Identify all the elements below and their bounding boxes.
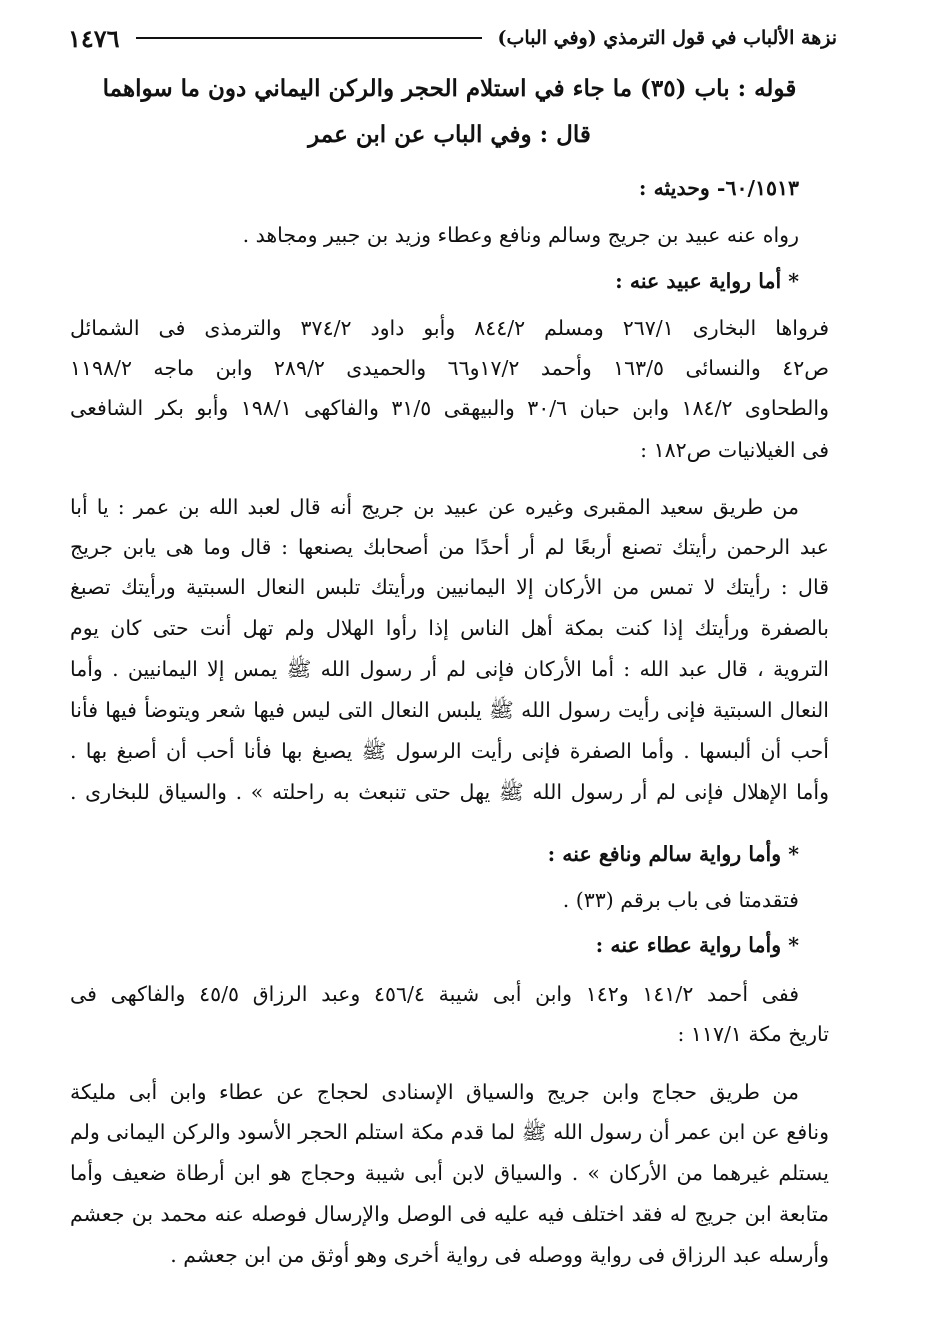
page-number: ١٤٧٦ <box>68 23 120 53</box>
text-line: النعال السبتية فإنى رأيت رسول الله ﷺ يلبس النعال التى ليس فيها شعر ويتوضأ فيها فأنا <box>70 698 829 722</box>
chapter-heading: قوله : باب (٣٥) ما جاء في استلام الحجر والركن اليماني دون ما سواهما <box>102 75 797 102</box>
text-line: رواه عنه عبيد بن جريج وسالم ونافع وعطاء وزيد بن جبير ومجاهد . <box>242 223 799 247</box>
text-line: التروية ، قال عبد الله : أما الأركان فإنى لم أر رسول الله ﷺ يمس إلا اليمانيين . وأما <box>70 657 829 681</box>
text-line: وأما الإهلال فإنى لم أر رسول الله ﷺ يهل حتى تنبعث به راحلته » . والسياق للبخارى . <box>70 780 829 804</box>
text-line: والطحاوى ١٨٤/٢ وابن حبان ٣٠/٦ والبيهقى ٣١/٥ والفاكهى ١٩٨/١ وأبو بكر الشافعى <box>70 396 829 420</box>
section-heading: * أما رواية عبيد عنه : <box>615 269 799 293</box>
text-line: ففى أحمد ١٤١/٢ و١٤٢ وابن أبى شيبة ٤٥٦/٤ وعبد الرزاق ٤٥/٥ والفاكهى فى <box>70 982 799 1006</box>
text-line: من طريق سعيد المقبرى وغيره عن عبيد بن جريج أنه قال لعبد الله بن عمر : يا أبا <box>70 495 799 519</box>
text-line: من طريق حجاج وابن جريج والسياق الإسنادى لحجاج عن عطاء وابن أبى مليكة <box>70 1080 799 1104</box>
header-rule <box>136 37 482 39</box>
text-line: أحب أن ألبسها . وأما الصفرة فإنى رأيت الرسول ﷺ يصبغ بها فأنا أحب أن أصبغ بها . <box>70 739 829 763</box>
text-line: ونافع عن ابن عمر أن رسول الله ﷺ لما قدم مكة استلم الحجر الأسود والركن اليمانى ولم <box>70 1120 829 1144</box>
text-line: وأرسله عبد الرزاق فى رواية ووصله فى رواية أخرى وهو أوثق من ابن جعشم . <box>170 1243 829 1267</box>
text-line: فرواها البخارى ٢٦٧/١ ومسلم ٨٤٤/٢ وأبو داود ٣٧٤/٢ والترمذى فى الشمائل <box>70 316 829 340</box>
chapter-subheading: قال : وفي الباب عن ابن عمر <box>308 121 591 148</box>
text-line: عبد الرحمن رأيتك تصنع أربعًا لم أر أحدًا من أصحابك يصنعها : قال وما هى يابن جريج <box>70 535 829 559</box>
text-line: تاريخ مكة ١١٧/١ : <box>677 1022 829 1046</box>
hadith-number: ٦٠/١٥١٣- وحديثه : <box>638 176 799 200</box>
text-line: قال : رأيتك لا تمس من الأركان إلا اليمانيين ورأيتك تلبس النعال السبتية ورأيتك تصبغ <box>70 575 829 599</box>
text-line: يستلم غيرهما من الأركان » . والسياق لابن أبى شيبة وحجاج هو ابن أرطاة ضعيف وأما <box>70 1161 829 1185</box>
running-header <box>68 22 837 54</box>
book-title: نزهة الألباب في قول الترمذي (وفي الباب) <box>497 27 837 49</box>
text-line: بالصفرة ورأيتك إذا كنت بمكة أهل الناس إذا رأوا الهلال ولم تهل أنت حتى كان يوم <box>70 616 829 640</box>
text-line: ص٤٢ والنسائى ١٦٣/٥ وأحمد ١٧/٢و٦٦ والحميدى ٢٨٩/٢ وابن ماجه ١١٩٨/٢ <box>70 356 829 380</box>
text-line: فتقدمتا فى باب برقم (٣٣) . <box>562 888 799 912</box>
section-heading: * وأما رواية عطاء عنه : <box>595 933 799 957</box>
text-line: متابعة ابن جريج له فقد اختلف فيه عليه فى الوصل والإرسال فوصله عنه محمد بن جعشم <box>70 1202 829 1226</box>
section-heading: * وأما رواية سالم ونافع عنه : <box>547 842 799 866</box>
text-line: فى الغيلانيات ص١٨٢ : <box>640 438 829 462</box>
